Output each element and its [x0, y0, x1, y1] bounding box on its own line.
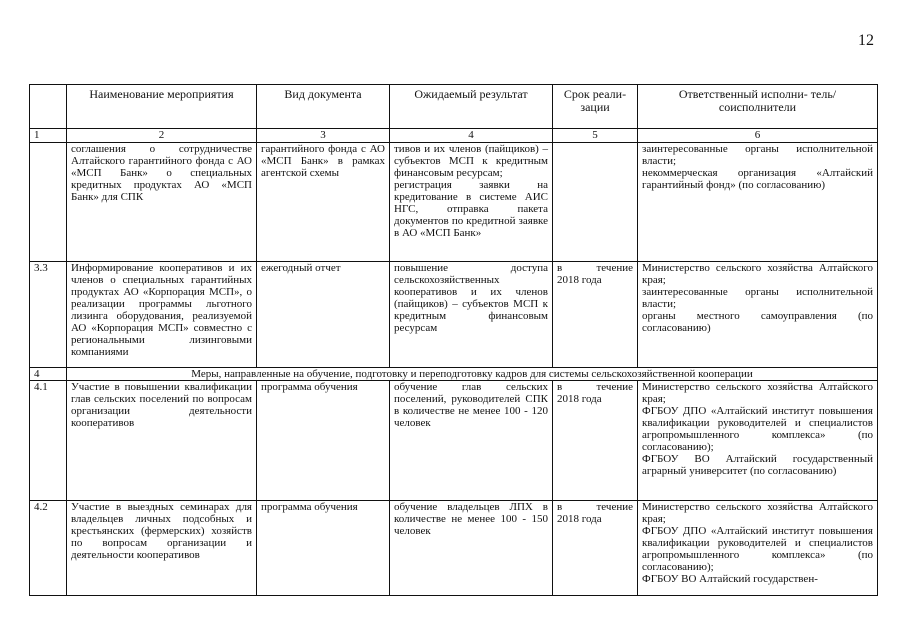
document-type: ежегодный отчет [257, 262, 390, 368]
term-cell [553, 501, 638, 596]
page-number: 12 [858, 32, 874, 49]
term-line [557, 262, 633, 274]
section-row [30, 368, 878, 381]
header-row [30, 85, 878, 129]
responsible-executors: заинтересованные органы исполнительной власти; некоммерческая организация «Алтайский гарантийный фонд» (по согласованию) [638, 143, 878, 262]
expected-result: тивов и их членов (пайщиков) – субъектов МСП к кредитным финансовым ресурсам; регистрация заявки на кредитование в системе АИС НГС, отправка пакета документов по кредитной заявке в АО «МСП Банк» [390, 143, 553, 262]
column-number: 4 [390, 129, 553, 143]
expected-result: повышение доступа сельскохозяйственных кооперативов и их членов (пайщиков) – субъектов МСП к кредитным финансовым ресурсам [390, 262, 553, 368]
term-word: течение [596, 381, 633, 393]
responsible-executors: Министерство сельского хозяйства Алтайского края; ФГБОУ ДПО «Алтайский институт повышения квалификации руководителей и специалистов агропромышленного комплекса» (по согласованию); ФГБОУ ВО Алтайский государственный аграрный университет (по согласованию) [638, 381, 878, 501]
column-number: 6 [638, 129, 878, 143]
term-year: 2018 года [557, 513, 602, 525]
table-row [30, 501, 878, 596]
table-row [30, 143, 878, 262]
row-number [30, 143, 67, 262]
row-number: 4.1 [30, 381, 67, 501]
term-word: течение [596, 501, 633, 513]
header-result: Ожидаемый результат [390, 85, 553, 129]
measure-name: соглашения о сотрудничестве Алтайского гарантийного фонда с АО «МСП Банк» о специальных кредитных продуктах АО «МСП Банк» для СПК [67, 143, 257, 262]
term-word: течение [596, 262, 633, 274]
document-type: программа обучения [257, 381, 390, 501]
measure-name: Участие в повышении квалификации глав сельских поселений по вопросам организации деятельности кооперативов [67, 381, 257, 501]
header-num [30, 85, 67, 129]
column-number: 3 [257, 129, 390, 143]
term-line [557, 381, 633, 393]
responsible-executors: Министерство сельского хозяйства Алтайского края; ФГБОУ ДПО «Алтайский институт повышения квалификации руководителей и специалистов агропромышленного комплекса» (по согласованию); ФГБОУ ВО Алтайский государствен- [638, 501, 878, 596]
term-cell [553, 262, 638, 368]
column-number: 1 [30, 129, 67, 143]
term-year: 2018 года [557, 393, 602, 405]
responsible-executors: Министерство сельского хозяйства Алтайского края; заинтересованные органы исполнительной власти; органы местного самоуправления (по согласованию) [638, 262, 878, 368]
header-doc: Вид документа [257, 85, 390, 129]
measures-table [29, 84, 878, 596]
term-prefix: в [557, 381, 563, 393]
section-number: 4 [30, 368, 67, 381]
term-cell [553, 143, 638, 262]
measure-name: Участие в выездных семинарах для владельцев личных подсобных и крестьянских (фермерских) хозяйств по вопросам организации и деятельности кооперативов [67, 501, 257, 596]
table-row [30, 262, 878, 368]
row-number: 4.2 [30, 501, 67, 596]
header-name: Наименование мероприятия [67, 85, 257, 129]
header-term: Срок реали- зации [553, 85, 638, 129]
term-prefix: в [557, 501, 563, 513]
section-title: Меры, направленные на обучение, подготовку и переподготовку кадров для системы сельскохозяйственной кооперации [67, 368, 878, 381]
document-type: программа обучения [257, 501, 390, 596]
column-number: 5 [553, 129, 638, 143]
expected-result: обучение глав сельских поселений, руководителей СПК в количестве не менее 100 - 120 человек [390, 381, 553, 501]
header-responsible: Ответственный исполни- тель/соисполнители [638, 85, 878, 129]
measure-name: Информирование кооперативов и их членов о специальных гарантийных продуктах АО «Корпорация МСП», о реализации программы льготного лизинга оборудования, реализуемой АО «Корпорация МСП» совместно с региональными лизинговыми компаниями [67, 262, 257, 368]
column-number-row [30, 129, 878, 143]
column-number: 2 [67, 129, 257, 143]
term-cell [553, 381, 638, 501]
expected-result: обучение владельцев ЛПХ в количестве не менее 100 - 150 человек [390, 501, 553, 596]
row-number: 3.3 [30, 262, 67, 368]
term-prefix: в [557, 262, 563, 274]
term-line [557, 501, 633, 513]
document-type: гарантийного фонда с АО «МСП Банк» в рамках агентской схемы [257, 143, 390, 262]
term-year: 2018 года [557, 274, 602, 286]
table-row [30, 381, 878, 501]
